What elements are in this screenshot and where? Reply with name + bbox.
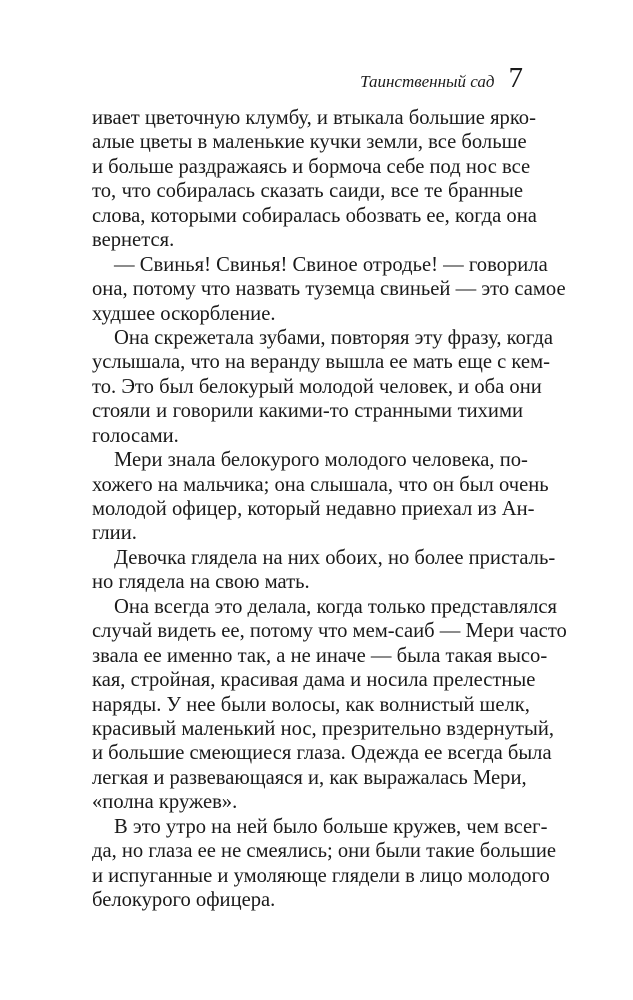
text-line: и испуганные и умоляюще глядели в лицо молодого [92, 864, 550, 887]
text-line: слова, которыми собиралась обозвать ее, когда она [92, 204, 537, 227]
paragraph [92, 253, 566, 326]
text-line: белокурого офицера. [92, 889, 276, 911]
text-line: красивый маленький нос, презрительно вздернутый, [92, 717, 555, 740]
text-line: алые цветы в маленькие кучки земли, все больше [92, 131, 527, 154]
text-line: она, потому что назвать туземца свиньей — это самое [92, 278, 566, 301]
text-line: вернется. [92, 229, 175, 252]
text-line: глии. [92, 522, 137, 545]
text-line: Она всегда это делала, когда только представлялся [114, 595, 558, 618]
text-line: то, что собиралась сказать саиди, все те бранные [92, 180, 523, 203]
text-line: Она скрежетала зубами, повторяя эту фразу, когда [114, 326, 553, 349]
text-line: наряды. У нее были волосы, как волнистый шелк, [92, 693, 530, 716]
paragraph [92, 815, 556, 913]
paragraph [92, 546, 556, 595]
text-line: Мери знала белокурого молодого человека, по- [114, 449, 528, 472]
paragraph [92, 448, 549, 546]
text-line: В это утро на ней было больше кружев, чем всег- [114, 815, 548, 838]
text-line: голосами. [92, 424, 179, 447]
text-line: молодой офицер, который недавно приехал из Ан- [92, 498, 535, 520]
text-line: да, но глаза ее не смеялись; они были такие большие [92, 840, 556, 863]
text-line: кая, стройная, красивая дама и носила прелестные [92, 669, 536, 692]
text-line: ивает цветочную клумбу, и втыкала большие ярко- [92, 107, 536, 129]
text-line: то. Это был белокурый молодой человек, и оба они [92, 375, 542, 398]
text-line: услышала, что на веранду вышла ее мать еще с кем- [92, 351, 550, 374]
text-line: худшее оскорбление. [92, 302, 276, 325]
text-line: но глядела на свою мать. [92, 571, 310, 594]
text-line: случай видеть ее, потому что мем-саиб — Мери часто [92, 620, 567, 643]
text-line: и больше раздражаясь и бормоча себе под нос все [92, 155, 531, 178]
text-line: хожего на мальчика; она слышала, что он был очень [92, 473, 549, 496]
text-line: звала ее именно так, а не иначе — была такая высо- [92, 644, 548, 667]
text-line: легкая и развевающаяся и, как выражалась Мери, [92, 766, 527, 789]
body-text [92, 106, 567, 912]
text-line: и большие смеющиеся глаза. Одежда ее всегда была [92, 742, 552, 765]
text-line: стояли и говорили какими-то странными тихими [92, 400, 523, 423]
page-number: 7 [508, 62, 523, 94]
page-header [360, 62, 523, 95]
text-line: — Свинья! Свинья! Свиное отродье! — говорила [114, 253, 548, 276]
paragraph [92, 326, 553, 448]
paragraph [92, 106, 537, 253]
text-line: «полна кружев». [92, 791, 238, 814]
running-title: Таинственный сад [360, 72, 495, 91]
text-line: Девочка глядела на них обоих, но более присталь- [114, 546, 556, 569]
paragraph [92, 595, 567, 815]
